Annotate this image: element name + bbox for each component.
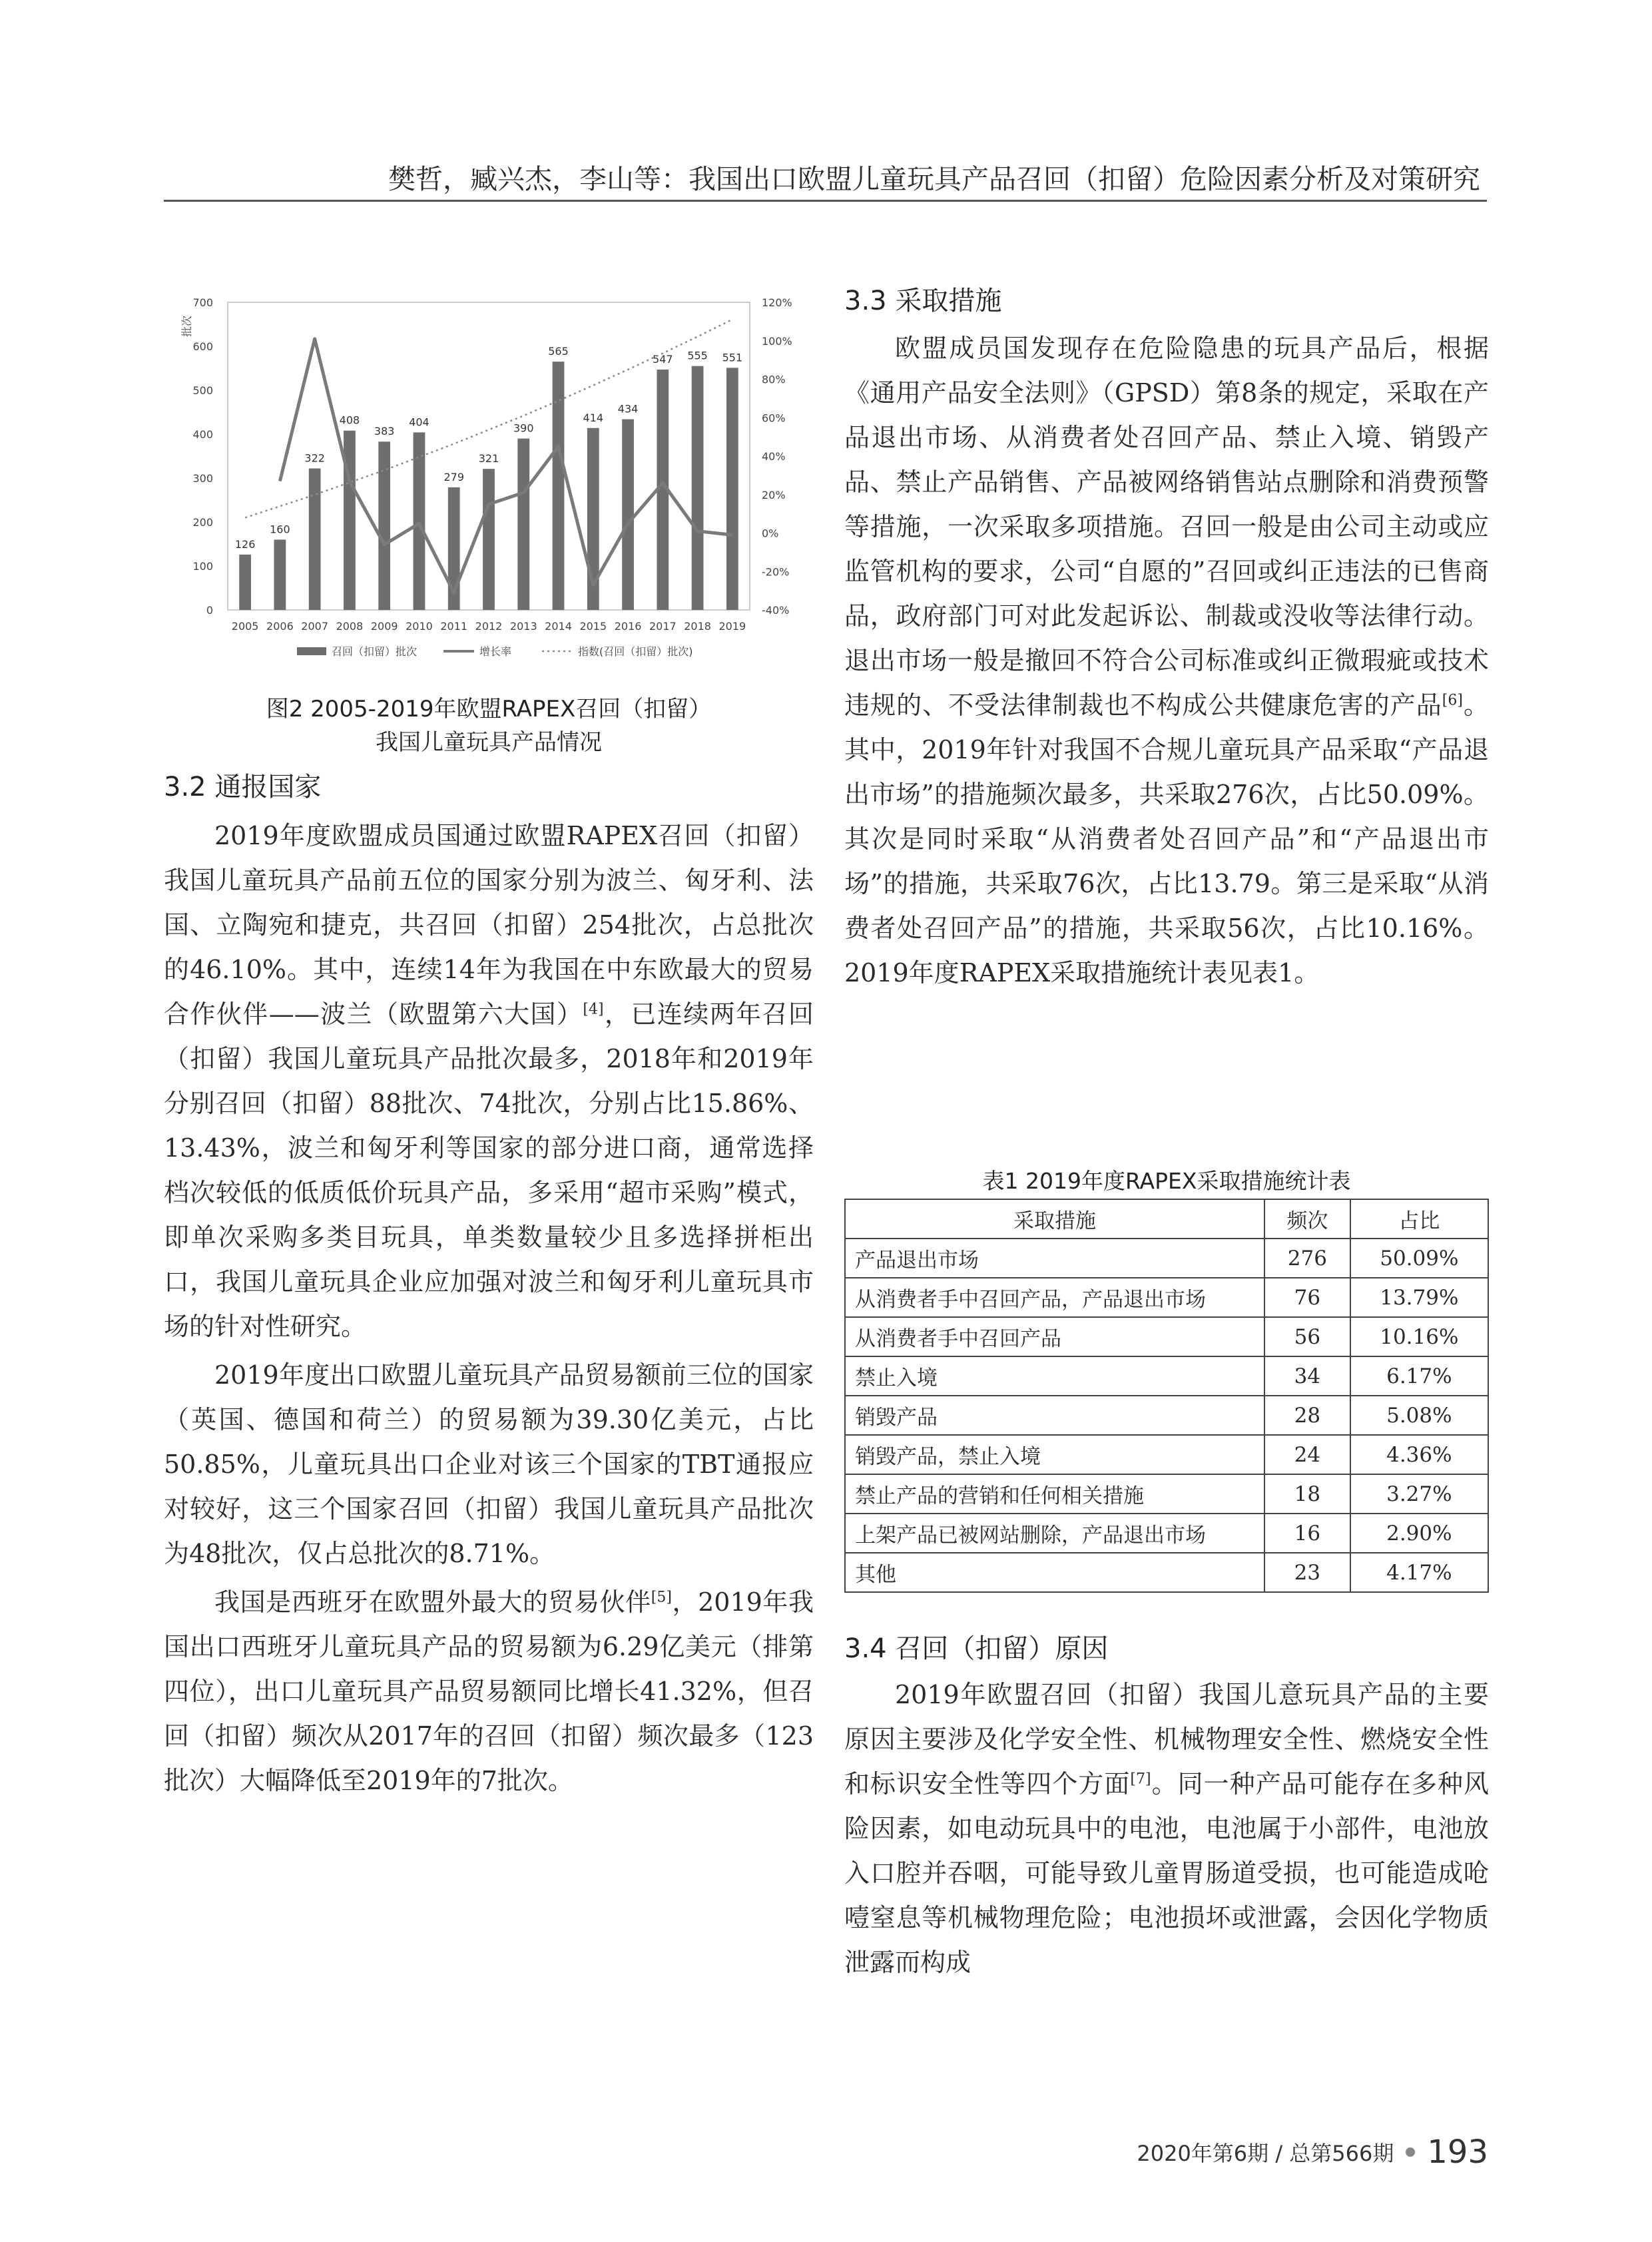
legend-label: 指数(召回（扣留）批次): [578, 645, 693, 658]
table-row: [845, 1278, 1488, 1317]
table-row: [845, 1514, 1488, 1553]
x-tick-label: 2012: [475, 620, 503, 633]
y2-tick-label: 120%: [762, 296, 792, 309]
table-cell: 56: [1264, 1317, 1350, 1356]
rapex-chart: [164, 286, 814, 686]
page-number: 193: [1427, 2133, 1488, 2171]
x-tick-label: 2017: [649, 620, 677, 633]
table-cell: 16: [1264, 1514, 1350, 1553]
x-tick-label: 2010: [406, 620, 433, 633]
y2-tick-label: -20%: [762, 565, 790, 579]
y-tick-label: 400: [192, 428, 213, 441]
bar: [413, 432, 425, 610]
bar-data-label: 434: [617, 402, 639, 416]
bar: [309, 468, 321, 610]
table-cell: 禁止入境: [845, 1356, 1264, 1396]
table-row: [845, 1239, 1488, 1278]
x-tick-label: 2006: [266, 620, 294, 633]
table-cell: 4.36%: [1350, 1435, 1488, 1474]
table-cell: 从消费者手中召回产品，产品退出市场: [845, 1278, 1264, 1317]
text-run: 。其中，2019年针对我国不合规儿童玩具产品采取“产品退出市场”的措施频次最多，共采取276次，占比50.09%。其次是同时采取“从消费者处召回产品”和“产品退出市场”的措施，共采取76次，占比13.79。第三是采取“从消费者处召回产品”的措施，共采取56次，占比10.16%。2019年度RAPEX采取措施统计表见表1。: [844, 691, 1489, 987]
table-header-cell: 频次: [1264, 1199, 1350, 1239]
bar-data-label: 160: [270, 523, 290, 536]
y-tick-label: 700: [192, 296, 213, 309]
bar-data-label: 404: [409, 416, 429, 429]
chart-figure: [164, 286, 814, 686]
table-cell: 13.79%: [1350, 1278, 1488, 1317]
figure-caption-line1: 图2 2005-2019年欧盟RAPEX召回（扣留）: [266, 696, 712, 722]
legend-swatch-bar: [297, 647, 326, 655]
paragraph: [844, 1673, 1489, 1985]
text-run: 欧盟成员国发现存在危险隐患的玩具产品后，根据《通用产品安全法则》（GPSD）第8条的规定，采取在产品退出市场、从消费者处召回产品、禁止入境、销毁产品、禁止产品销售、产品被网络销售站点删除和消费预警等措施，一次采取多项措施。召回一般是由公司主动或应监管机构的要求，公司“自愿的”召回或纠正违法的已售商品，政府部门可对此发起诉讼、制裁或没收等法律行动。退出市场一般是撤回不符合公司标准或纠正微瑕疵或技术违规的、不受法律制裁也不构成公共健康危害的产品: [844, 334, 1489, 720]
x-tick-label: 2016: [614, 620, 642, 633]
y2-tick-label: -40%: [762, 604, 790, 617]
bar: [622, 420, 634, 610]
header-divider: [164, 200, 1487, 202]
bar: [378, 441, 390, 610]
table-cell: 产品退出市场: [845, 1239, 1264, 1278]
x-tick-label: 2014: [545, 620, 572, 633]
table-cell: 6.17%: [1350, 1356, 1488, 1396]
table-row: [845, 1317, 1488, 1356]
text-run: 2019年度欧盟成员国通过欧盟RAPEX召回（扣留）我国儿童玩具产品前五位的国家分别为波兰、匈牙利、法国、立陶宛和捷克，共召回（扣留）254批次，占总批次的46.10%。其中，连续14年为我国在中东欧最大的贸易合作伙伴——波兰（欧盟第六大国）: [164, 821, 814, 1029]
y2-tick-label: 60%: [762, 412, 786, 425]
table-cell: 从消费者手中召回产品: [845, 1317, 1264, 1356]
paragraph: [164, 814, 814, 1349]
table-caption: 表1 2019年度RAPEX采取措施统计表: [982, 1168, 1351, 1194]
table-cell: 10.16%: [1350, 1317, 1488, 1356]
section-3-3-body: [844, 326, 1489, 995]
bar-data-label: 126: [234, 537, 256, 551]
bar-data-label: 390: [513, 421, 534, 435]
table-cell: 销毁产品，禁止入境: [845, 1435, 1264, 1474]
y-tick-label: 100: [192, 560, 213, 573]
table-row: [845, 1356, 1488, 1396]
y2-tick-label: 40%: [762, 450, 786, 463]
bar-data-label: 565: [548, 345, 569, 358]
y-tick-label: 600: [192, 340, 213, 353]
page-footer: [1137, 2133, 1488, 2171]
citation-ref: [4]: [583, 1001, 604, 1018]
bar-data-label: 547: [653, 352, 673, 366]
table-row: [845, 1396, 1488, 1435]
figure-caption: [164, 693, 814, 759]
table-header-cell: 采取措施: [845, 1199, 1264, 1239]
y2-tick-label: 80%: [762, 373, 786, 386]
bar: [553, 362, 565, 610]
table-cell: 2.90%: [1350, 1514, 1488, 1553]
table-cell: 28: [1264, 1396, 1350, 1435]
bar: [239, 555, 251, 610]
bar-data-label: 414: [583, 411, 604, 424]
bar-data-label: 321: [478, 452, 499, 465]
bar: [517, 439, 529, 610]
text-run: 我国是西班牙在欧盟外最大的贸易伙伴: [214, 1587, 651, 1617]
x-tick-label: 2009: [370, 620, 398, 633]
y-tick-label: 300: [192, 472, 213, 485]
y-tick-label: 0: [206, 604, 213, 617]
bullet-dot-icon: [1406, 2147, 1415, 2157]
table-cell: 50.09%: [1350, 1239, 1488, 1278]
table-header-cell: 占比: [1350, 1199, 1488, 1239]
issue-label: 2020年第6期 / 总第566期: [1137, 2141, 1394, 2166]
section-3-3-title: 3.3 采取措施: [844, 286, 1002, 316]
y-tick-label: 500: [192, 384, 213, 397]
text-run: 2019年欧盟召回（扣留）我国儿意玩具产品的主要原因主要涉及化学安全性、机械物理安全性、燃烧安全性和标识安全性等四个方面: [844, 1680, 1489, 1799]
bar: [483, 469, 495, 610]
paragraph: [844, 326, 1489, 995]
x-tick-label: 2018: [684, 620, 711, 633]
running-header: 樊哲，臧兴杰，李山等：我国出口欧盟儿童玩具产品召回（扣留）危险因素分析及对策研究: [388, 163, 1480, 195]
x-tick-label: 2005: [231, 620, 259, 633]
table-cell: 276: [1264, 1239, 1350, 1278]
table-cell: 禁止产品的营销和任何相关措施: [845, 1474, 1264, 1514]
y2-tick-label: 100%: [762, 334, 792, 348]
bar: [726, 368, 738, 610]
y2-tick-label: 0%: [762, 527, 779, 540]
table-row: [845, 1553, 1488, 1592]
paragraph: [164, 1580, 814, 1803]
table-row: [845, 1435, 1488, 1474]
bar-data-label: 383: [374, 425, 395, 438]
section-3-2-title: 3.2 通报国家: [164, 772, 322, 802]
table-header-row: [845, 1199, 1488, 1239]
bar-data-label: 551: [722, 351, 743, 364]
figure-caption-line2: 我国儿童玩具产品情况: [376, 729, 602, 756]
table-cell: 34: [1264, 1356, 1350, 1396]
measures-table: [844, 1199, 1489, 1593]
table-cell: 5.08%: [1350, 1396, 1488, 1435]
paragraph: 2019年度出口欧盟儿童玩具产品贸易额前三位的国家（英国、德国和荷兰）的贸易额为39.30亿美元，占比50.85%，儿童玩具出口企业对该三个国家的TBT通报应对较好，这三个国家召回（扣留）我国儿童玩具产品批次为48批次，仅占总批次的8.71%。: [164, 1360, 814, 1568]
section-3-4-body: [844, 1673, 1489, 1985]
citation-ref: [7]: [1130, 1771, 1151, 1788]
y-tick-label: 200: [192, 516, 213, 529]
table-cell: 上架产品已被网站删除，产品退出市场: [845, 1514, 1264, 1553]
citation-ref: [6]: [1442, 692, 1463, 709]
text-run: ，已连续两年召回（扣留）我国儿童玩具产品批次最多，2018年和2019年分别召回（扣留）88批次、74批次，分别占比15.86%、13.43%，波兰和匈牙利等国家的部分进口商，通常选择档次较低的低质低价玩具产品，多采用“超市采购”模式，即单次采购多类目玩具，单类数量较少且多选择拼柜出口，我国儿童玩具企业应加强对波兰和匈牙利儿童玩具市场的针对性研究。: [164, 999, 814, 1341]
bar-data-label: 322: [304, 451, 325, 465]
table-row: [845, 1474, 1488, 1514]
bar: [274, 539, 286, 610]
bar-data-label: 408: [339, 414, 360, 427]
x-tick-label: 2013: [509, 620, 537, 633]
table-cell: 76: [1264, 1278, 1350, 1317]
bar-data-label: 279: [443, 470, 465, 483]
table-cell: 3.27%: [1350, 1474, 1488, 1514]
section-3-4-title: 3.4 召回（扣留）原因: [844, 1633, 1109, 1664]
x-tick-label: 2019: [718, 620, 746, 633]
x-tick-label: 2007: [301, 620, 329, 633]
x-tick-label: 2011: [440, 620, 468, 633]
table-cell: 18: [1264, 1474, 1350, 1514]
y-axis-label: 批次: [180, 315, 193, 338]
section-3-2-body: [164, 814, 814, 1803]
citation-ref: [5]: [651, 1589, 672, 1606]
table-cell: 销毁产品: [845, 1396, 1264, 1435]
bar-data-label: 555: [687, 349, 708, 362]
table-cell: 其他: [845, 1553, 1264, 1592]
text-run: ，2019年我国出口西班牙儿童玩具产品的贸易额为6.29亿美元（排第四位），出口儿童玩具产品贸易额同比增长41.32%，但召回（扣留）频次从2017年的召回（扣留）频次最多（123批次）大幅降低至2019年的7批次。: [164, 1587, 814, 1795]
x-tick-label: 2015: [579, 620, 607, 633]
text-run: 。同一种产品可能存在多种风险因素，如电动玩具中的电池，电池属于小部件，电池放入口腔并吞咽，可能导致儿童胃肠道受损，也可能造成呛噎窒息等机械物理危险；电池损坏或泄露，会因化学物质泄露而构成: [844, 1769, 1489, 1977]
x-tick-label: 2008: [336, 620, 364, 633]
bar: [692, 366, 704, 610]
legend-label: 召回（扣留）批次: [332, 645, 417, 658]
table-cell: 4.17%: [1350, 1553, 1488, 1592]
table-cell: 23: [1264, 1553, 1350, 1592]
table-cell: 24: [1264, 1435, 1350, 1474]
y2-tick-label: 20%: [762, 488, 786, 501]
legend-label: 增长率: [479, 645, 512, 658]
